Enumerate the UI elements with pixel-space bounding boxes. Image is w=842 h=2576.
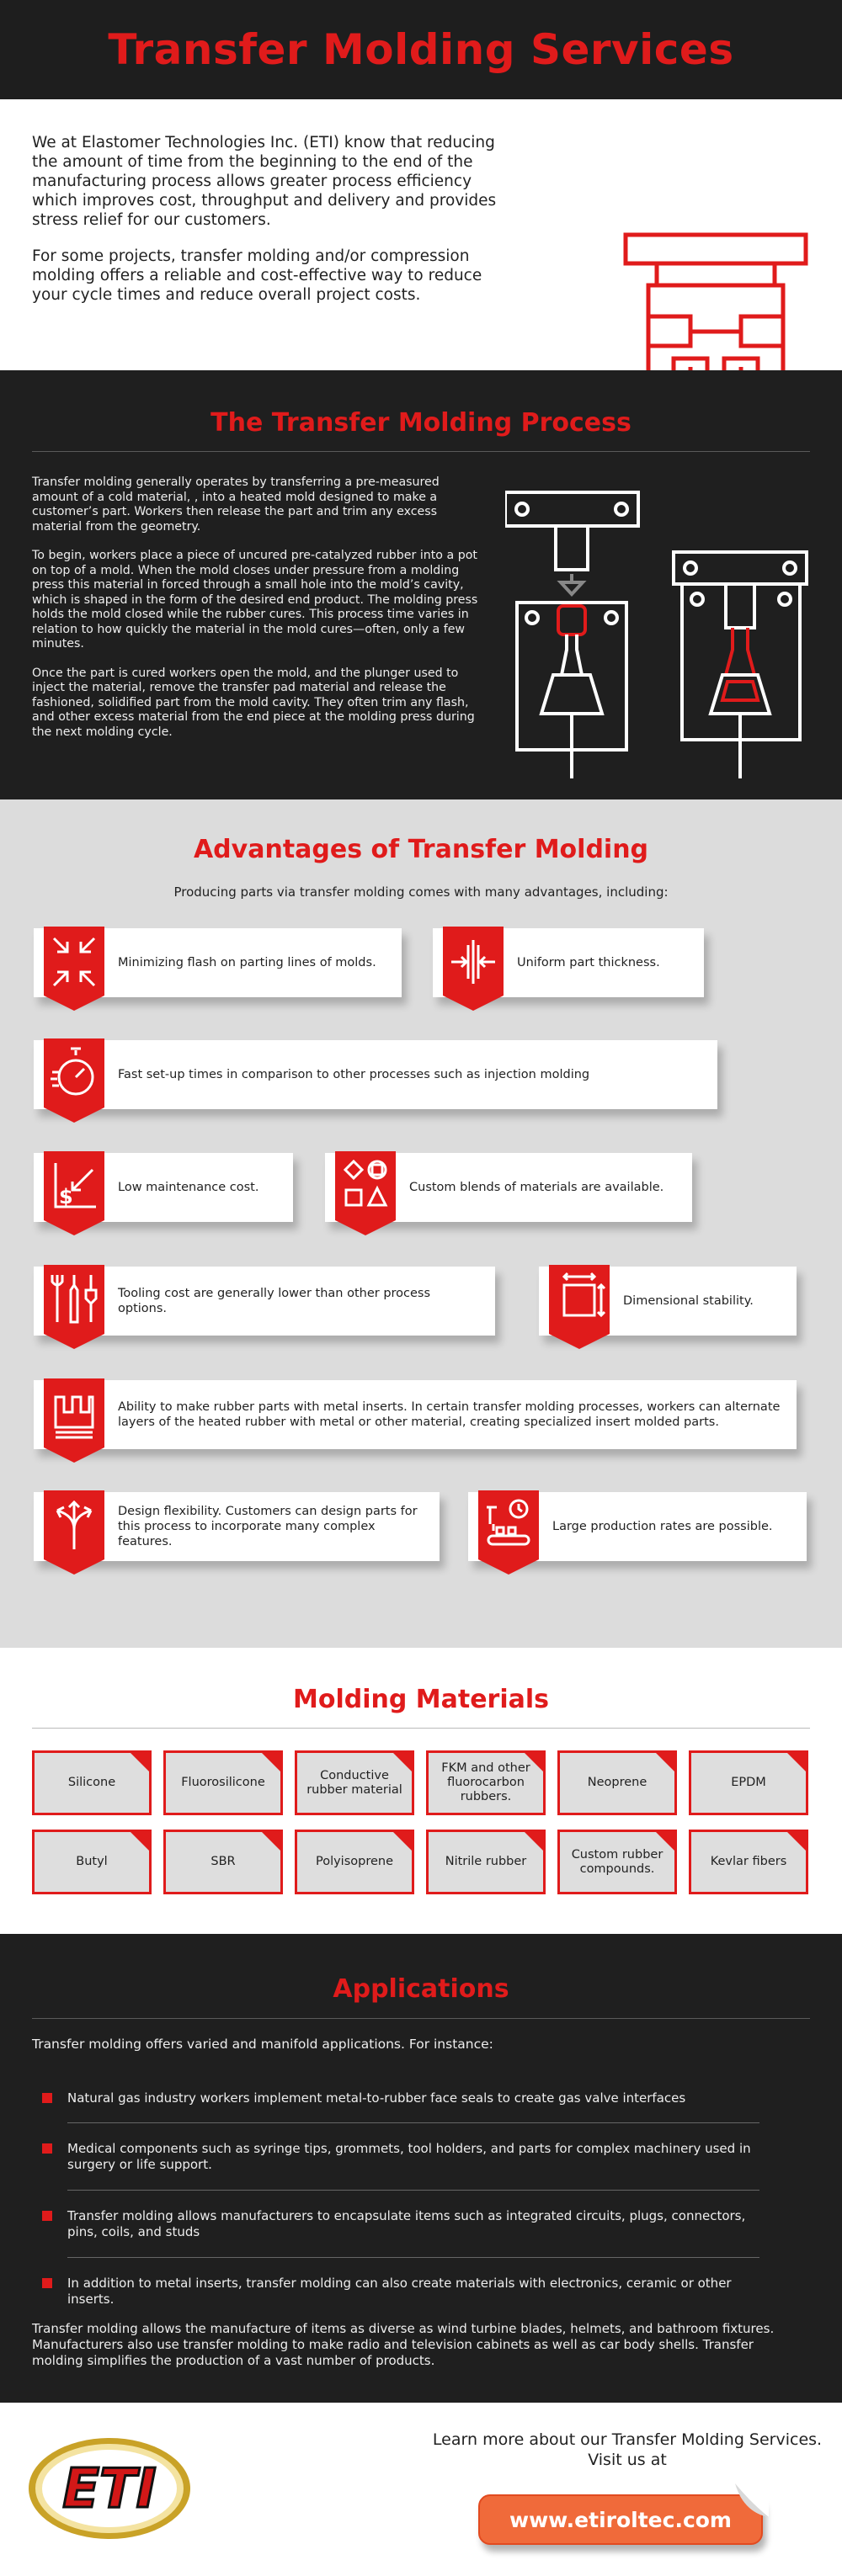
advantages-intro: Producing parts via transfer molding comes with many advantages, including: [173, 884, 669, 900]
advantage-label: Low maintenance cost. [118, 1181, 259, 1194]
intro-section [0, 99, 842, 370]
advantage-card [34, 1492, 440, 1561]
page-curl-icon [735, 2483, 769, 2517]
material-label: Silicone [67, 1776, 116, 1789]
application-text: Natural gas industry workers implement metal-to-rubber face seals to create gas valve interfaces [67, 2090, 686, 2106]
advantage-label: Fast set-up times in comparison to other processes such as injection molding [118, 1068, 590, 1081]
divider [32, 2018, 810, 2019]
website-link-button[interactable]: www.etiroltec.com [478, 2494, 763, 2545]
dimension-icon [549, 1265, 610, 1359]
tools-icon [44, 1265, 104, 1359]
logo-text: ETI [62, 2458, 157, 2520]
advantage-card [34, 1040, 717, 1109]
process-paragraph: Once the part is cured workers open the mold, and the plunger used to inject the material, remove the transfer pad material and release the fashioned, solidified part from the mold cavity. They often trim any flash, and other excess material from the end piece at the molding press during the next molding cycle. [32, 666, 475, 739]
advantage-label: Custom blends of materials are available. [409, 1181, 664, 1194]
advantage-label: Large production rates are possible. [552, 1520, 773, 1533]
advantage-card [468, 1492, 807, 1561]
tile-corner [524, 1831, 544, 1851]
applications-closing: Transfer molding allows the manufacture of items as diverse as wind turbine blades, helmets, and bathroom fixtures. Manufacturers also use transfer molding to make radio and television cabinets as well as car body shells. Transfer molding simplifies the production of a vast number of products. [32, 2321, 775, 2368]
applications-intro: Transfer molding offers varied and manifold applications. For instance: [32, 2037, 493, 2052]
shapes-icon [335, 1151, 396, 1246]
material-label: Neoprene [587, 1776, 647, 1789]
applications-title: Applications [333, 1974, 509, 2004]
material-label: EPDM [731, 1776, 766, 1789]
tile-corner [392, 1752, 413, 1772]
material-label: Fluorosilicone [181, 1776, 265, 1789]
application-text: In addition to metal inserts, transfer molding can also create materials with electronics, ceramic or other inserts. [67, 2276, 732, 2307]
applications-section [0, 1934, 842, 2403]
eti-logo [27, 2436, 192, 2541]
material-tile [295, 1830, 414, 1894]
production-icon [478, 1490, 539, 1585]
bullet-icon [42, 2211, 52, 2221]
material-label: Polyisoprene [315, 1855, 394, 1868]
material-tile [163, 1830, 283, 1894]
advantage-label: Tooling cost are generally lower than other process options. [118, 1287, 431, 1315]
material-label: Nitrile rubber [445, 1855, 527, 1868]
header-banner [0, 0, 842, 99]
material-tile [32, 1830, 152, 1894]
dollar-down-icon [44, 1151, 104, 1246]
transfer-mold-diagram [505, 454, 825, 783]
material-tile [295, 1750, 414, 1815]
divider [32, 451, 810, 452]
advantage-card [325, 1153, 692, 1222]
insert-layers-icon [44, 1378, 104, 1473]
advantage-label: Minimizing flash on parting lines of molds. [118, 956, 376, 969]
process-text [32, 475, 487, 754]
divider [67, 2257, 759, 2258]
advantage-label: Design flexibility. Customers can design parts for this process to incorporate many complex features. [118, 1505, 418, 1548]
footer-section [0, 2403, 842, 2576]
process-section [0, 370, 842, 799]
material-tile [163, 1750, 283, 1815]
tile-corner [786, 1752, 807, 1772]
intro-paragraph: For some projects, transfer molding and/or compression molding offers a reliable and cost-effective way to reduce your cycle times and reduce overall project costs. [32, 247, 482, 304]
divider [67, 2190, 759, 2191]
application-item [42, 2141, 759, 2173]
tile-corner [261, 1831, 281, 1851]
process-title: The Transfer Molding Process [210, 408, 632, 438]
divider [32, 1728, 810, 1729]
svg-text:$: $ [59, 1185, 73, 1208]
material-tile [689, 1830, 808, 1894]
advantage-card [34, 1153, 293, 1222]
intro-text [32, 133, 504, 321]
advantages-title: Advantages of Transfer Molding [193, 835, 649, 864]
material-label: Butyl [76, 1855, 108, 1868]
process-paragraph: To begin, workers place a piece of uncured pre-catalyzed rubber into a pot on top of a mold. When the mold closes under pressure from a molding press this material in forced through a small hole into the mold’s cavity, which is shaped in the form of the desired end product. The molding press holds the mold closed while the rubber cures. This process time varies in relation to how quickly the material in the mold cures—often, only a few minutes. [32, 549, 478, 651]
advantages-section [0, 799, 842, 1648]
tile-corner [655, 1752, 675, 1772]
application-item [42, 2276, 759, 2308]
material-tile [426, 1830, 546, 1894]
cta-text: Learn more about our Transfer Molding Services. Visit us at [432, 2430, 823, 2469]
material-tile [32, 1750, 152, 1815]
material-label: SBR [210, 1855, 236, 1868]
tile-corner [130, 1831, 150, 1851]
application-text: Transfer molding allows manufacturers to encapsulate items such as integrated circuits, plugs, connectors, pins, coils, and studs [67, 2208, 746, 2239]
advantage-card [433, 928, 704, 997]
application-text: Medical components such as syringe tips, grommets, tool holders, and parts for complex machinery used in surgery or life support. [67, 2141, 751, 2172]
material-label: Kevlar fibers [710, 1855, 787, 1868]
material-label: Custom rubber compounds. [571, 1847, 663, 1876]
material-tile [557, 1830, 677, 1894]
advantage-card [34, 1380, 797, 1449]
advantage-card [539, 1267, 797, 1336]
bullet-icon [42, 2143, 52, 2154]
branch-arrows-icon [44, 1490, 104, 1585]
tile-corner [524, 1752, 544, 1772]
bullet-icon [42, 2278, 52, 2288]
stopwatch-icon [44, 1038, 104, 1133]
tile-corner [392, 1831, 413, 1851]
arrows-inward-icon [44, 927, 104, 1021]
divider [67, 2122, 759, 2123]
process-paragraph: Transfer molding generally operates by transferring a pre-measured amount of a cold material, , into a heated mold designed to make a customer’s part. Workers then release the part and trim any excess material from the geometry. [32, 475, 440, 534]
advantage-label: Dimensional stability. [623, 1294, 754, 1308]
tile-corner [261, 1752, 281, 1772]
material-label: Conductive rubber material [306, 1768, 402, 1797]
material-tile [426, 1750, 546, 1815]
bullet-icon [42, 2093, 52, 2103]
materials-section [0, 1648, 842, 1934]
material-tile [689, 1750, 808, 1815]
tile-corner [655, 1831, 675, 1851]
intro-paragraph: We at Elastomer Technologies Inc. (ETI) know that reducing the amount of time from the beginning to the end of the manufacturing process allows greater process efficiency which improves cost, throughput and delivery and provides stress relief for our customers. [32, 134, 497, 229]
advantage-label: Ability to make rubber parts with metal inserts. In certain transfer molding processes, workers can alternate layers of the heated rubber with metal or other material, creating specialized insert molded parts. [118, 1400, 781, 1429]
tile-corner [786, 1831, 807, 1851]
advantage-label: Uniform part thickness. [517, 956, 660, 969]
thickness-icon [443, 927, 504, 1021]
application-item [42, 2090, 759, 2106]
application-item [42, 2208, 759, 2240]
advantage-card [34, 1267, 495, 1336]
tile-corner [130, 1752, 150, 1772]
page-title: Transfer Molding Services [108, 25, 734, 74]
material-tile [557, 1750, 677, 1815]
advantage-card [34, 928, 402, 997]
materials-title: Molding Materials [292, 1685, 550, 1714]
material-label: FKM and other fluorocarbon rubbers. [441, 1761, 530, 1803]
